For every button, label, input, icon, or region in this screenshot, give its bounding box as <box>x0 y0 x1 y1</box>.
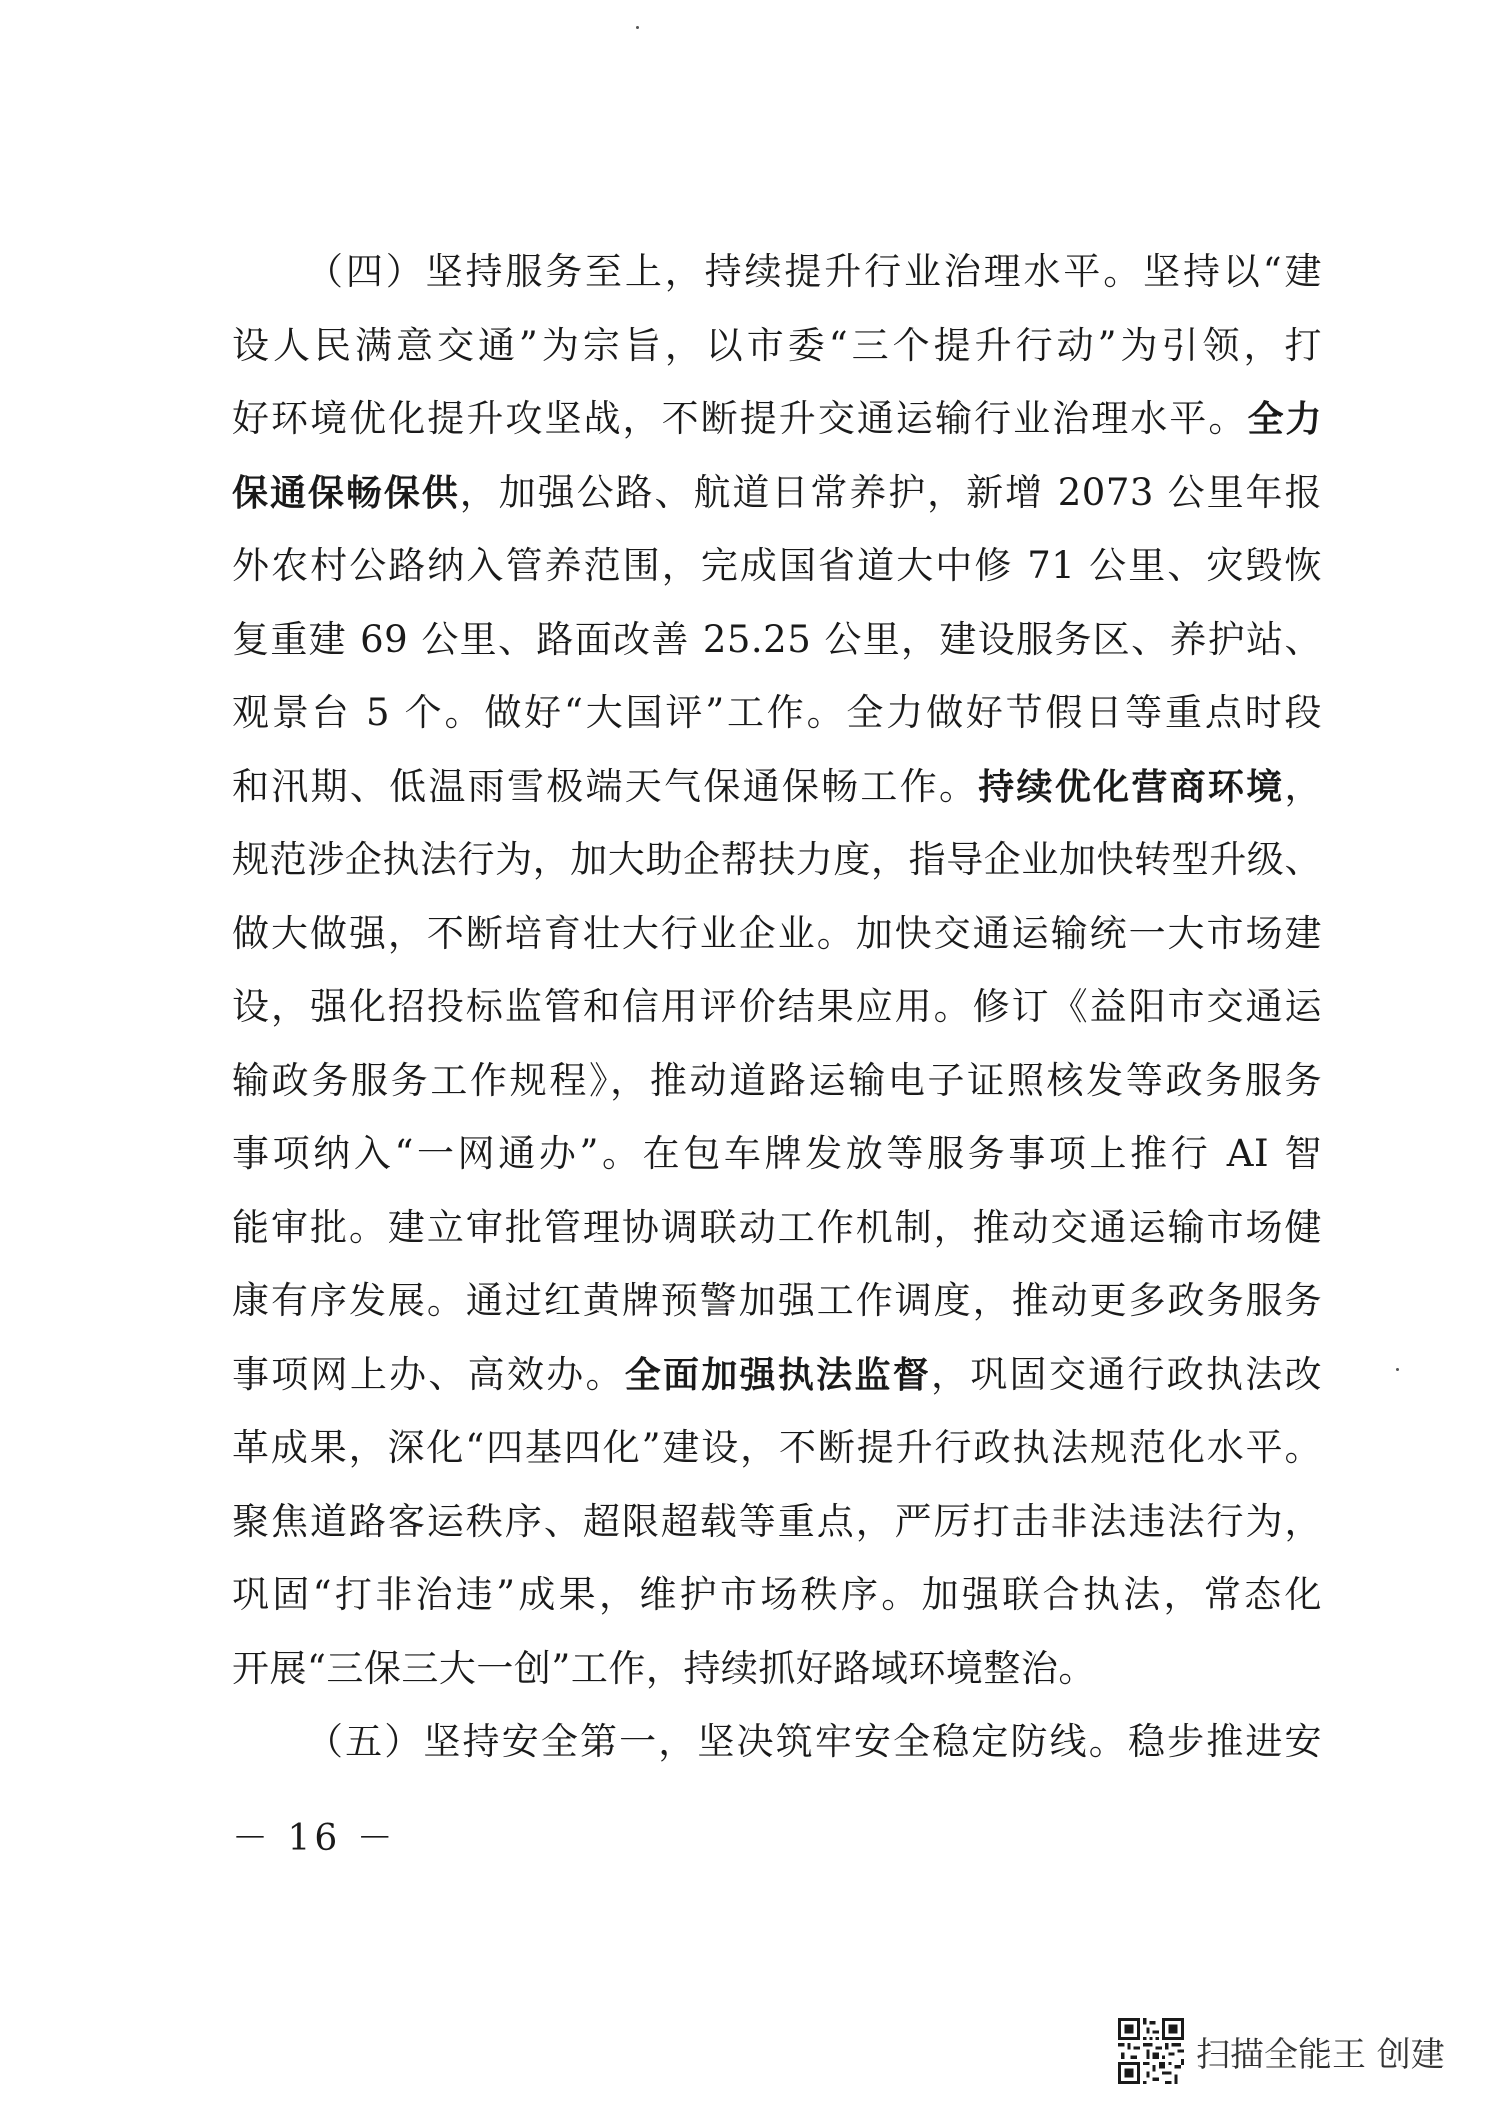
text-run: ，巩固交通行政执法改 <box>931 1352 1322 1396</box>
text-run: 事项纳入“一网通办”。在包车牌发放等服务事项上推行 AI 智 <box>232 1132 1322 1175</box>
text-run: 好环境优化提升攻坚战，不断提升交通运输行业治理水平。 <box>232 397 1248 440</box>
scan-speck <box>636 26 639 29</box>
paragraph-line <box>232 1705 1322 1779</box>
watermark-text: 扫描全能王 创建 <box>1196 2034 1445 2075</box>
text-run: 聚焦道路客运秩序、超限超载等重点，严厉打击非法违法行为， <box>232 1499 1322 1543</box>
paragraph-line <box>232 1632 1322 1706</box>
text-run: 康有序发展。通过红黄牌预警加强工作调度，推动更多政务服务 <box>232 1279 1322 1322</box>
text-run: 复重建 69 公里、路面改善 25.25 公里，建设服务区、养护站、 <box>232 617 1322 661</box>
scan-speck <box>1396 1368 1399 1371</box>
text-run: 外农村公路纳入管养范围，完成国省道大中修 71 公里、灾毁恢 <box>232 544 1322 587</box>
paragraph-line <box>232 970 1322 1044</box>
text-run: 事项网上办、高效办。 <box>232 1352 625 1396</box>
qr-code-icon <box>1118 2018 1184 2084</box>
paragraph-line <box>232 750 1322 824</box>
paragraph-line <box>232 1264 1322 1338</box>
text-run: 观景台 5 个。做好“大国评”工作。全力做好节假日等重点时段 <box>232 691 1322 734</box>
paragraph-line <box>232 1117 1322 1191</box>
paragraph-line <box>232 529 1322 603</box>
text-run: 革成果，深化“四基四化”建设，不断提升行政执法规范化水平。 <box>232 1426 1322 1469</box>
text-run: 设人民满意交通”为宗旨，以市委“三个提升行动”为引领，打 <box>232 323 1322 367</box>
text-run: ，加强公路、航道日常养护，新增 2073 公里年报 <box>459 470 1322 514</box>
text-run: 规范涉企执法行为，加大助企帮扶力度，指导企业加快转型升级、 <box>232 838 1322 881</box>
bold-phrase: 保通保畅保供 <box>232 472 460 514</box>
paragraph-line <box>232 382 1322 456</box>
paragraph-line <box>232 1191 1322 1265</box>
paragraph-line <box>232 235 1322 309</box>
text-run: （四）坚持服务至上，持续提升行业治理水平。坚持以“建 <box>306 250 1322 293</box>
scanner-watermark <box>1118 2016 1445 2086</box>
paragraph-line <box>232 676 1322 750</box>
text-run: 开展“三保三大一创”工作，持续抓好路域环境整治。 <box>232 1646 1096 1690</box>
paragraph-line <box>232 1044 1322 1118</box>
paragraph-line <box>232 456 1322 530</box>
paragraph-line <box>232 1338 1322 1412</box>
text-run: 做大做强，不断培育壮大行业企业。加快交通运输统一大市场建 <box>232 911 1322 955</box>
text-run: 输政务服务工作规程》，推动道路运输电子证照核发等政务服务 <box>232 1058 1322 1102</box>
bold-phrase: 持续优化营商环境 <box>978 766 1285 808</box>
text-run: ， <box>1284 764 1322 808</box>
body-text <box>232 235 1322 1779</box>
paragraph-line <box>232 603 1322 677</box>
paragraph-line <box>232 897 1322 971</box>
paragraph-line <box>232 1411 1322 1485</box>
paragraph-line <box>232 1485 1322 1559</box>
text-run: 能审批。建立审批管理协调联动工作机制，推动交通运输市场健 <box>232 1205 1322 1249</box>
text-run: 巩固“打非治违”成果，维护市场秩序。加强联合执法，常态化 <box>232 1573 1322 1616</box>
bold-phrase: 全力 <box>1247 399 1322 440</box>
text-run: 设，强化招投标监管和信用评价结果应用。修订《益阳市交通运 <box>232 985 1322 1028</box>
paragraph-line <box>232 309 1322 383</box>
text-run: 和汛期、低温雨雪极端天气保通保畅工作。 <box>232 764 979 808</box>
bold-phrase: 全面加强执法监督 <box>624 1354 931 1396</box>
paragraph-line <box>232 1558 1322 1632</box>
paragraph-line <box>232 823 1322 897</box>
page-number: － 16 － <box>232 1818 397 1859</box>
text-run: （五）坚持安全第一，坚决筑牢安全稳定防线。稳步推进安 <box>306 1720 1322 1763</box>
